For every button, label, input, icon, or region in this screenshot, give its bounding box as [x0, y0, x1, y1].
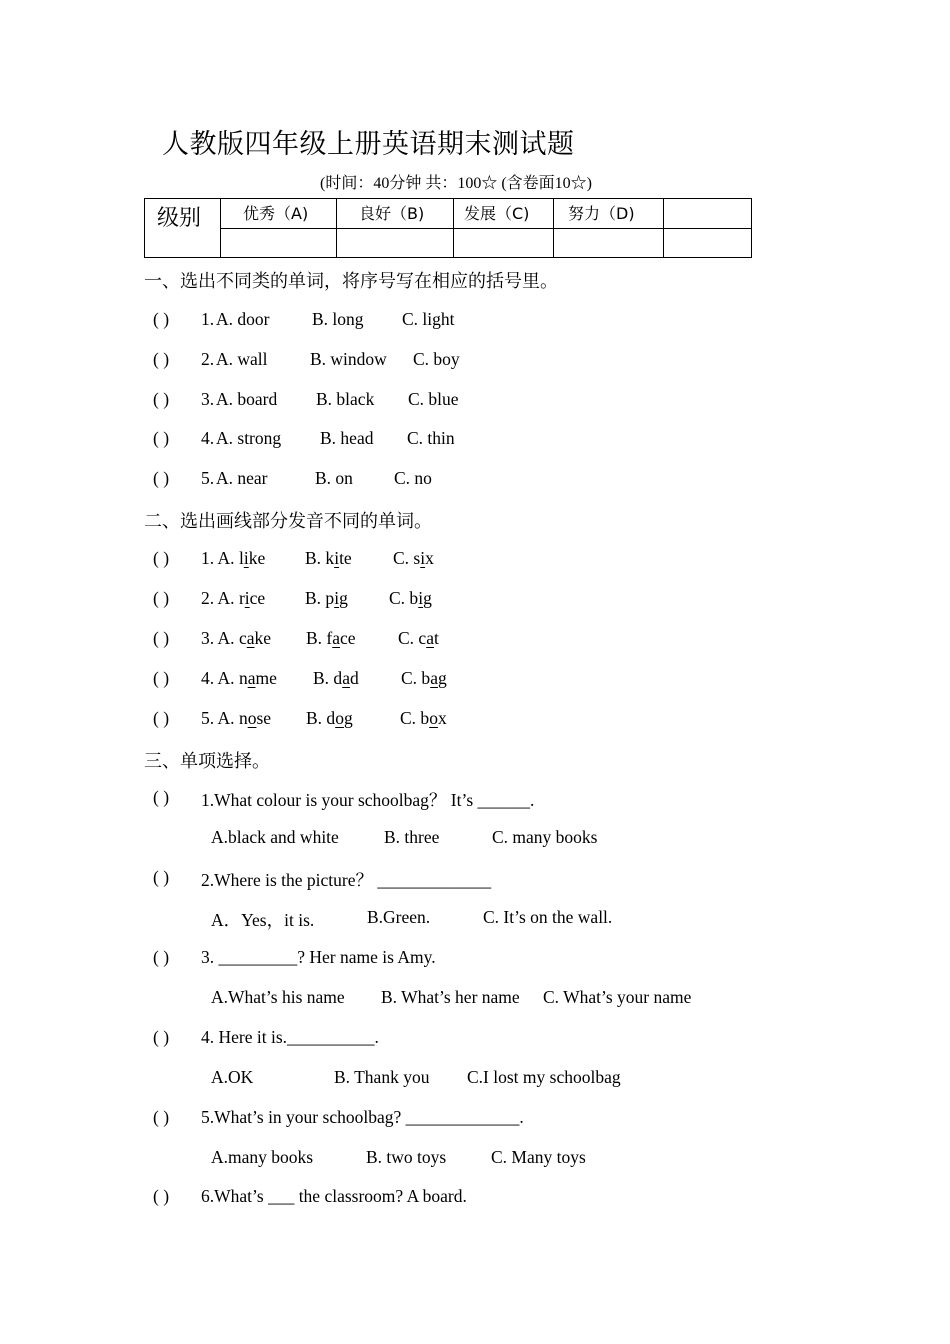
option-b: B. dog [306, 708, 353, 728]
answer-paren: ( ) [153, 867, 170, 887]
option-c: C. many books [492, 827, 598, 847]
option-c: C. thin [407, 428, 455, 448]
option-a: 2. A. rice [201, 588, 266, 608]
option-a: A.black and white [211, 827, 339, 847]
option-a: A.OK [211, 1067, 254, 1087]
option-b: B. head [320, 428, 374, 448]
exam-info: (时间：40分钟 共：100☆ (含卷面10☆) [320, 175, 592, 192]
option-a: A. wall [216, 349, 268, 369]
option-b: B. dad [313, 668, 359, 688]
question-text: 2.Where is the picture？ _____________ [201, 870, 492, 890]
option-c: C. light [402, 309, 455, 329]
option-a: A.many books [211, 1147, 314, 1167]
section-heading: 二、选出画线部分发音不同的单词。 [144, 511, 432, 532]
grade-cell-empty [664, 199, 752, 229]
option-c: C. blue [408, 389, 459, 409]
answer-paren: ( ) [153, 309, 170, 329]
option-a: A．Yes，it is. [211, 910, 315, 930]
answer-paren: ( ) [153, 1186, 170, 1206]
answer-paren: ( ) [153, 628, 170, 648]
option-a: A.What’s his name [211, 987, 345, 1007]
answer-paren: ( ) [153, 548, 170, 568]
item-number: 5. [201, 468, 215, 488]
option-b: B. two toys [366, 1147, 447, 1167]
grade-cell-empty [554, 228, 664, 258]
answer-paren: ( ) [153, 668, 170, 688]
option-b: B. What’s her name [381, 987, 520, 1007]
item-number: 2. [201, 349, 215, 369]
grade-label: 级别 [145, 199, 221, 258]
grade-cell-empty [664, 228, 752, 258]
option-b: B. face [306, 628, 356, 648]
answer-paren: ( ) [153, 468, 170, 488]
option-c: C. big [389, 588, 432, 608]
grade-table [144, 198, 752, 258]
answer-paren: ( ) [153, 389, 170, 409]
option-b: B. pig [305, 588, 348, 608]
answer-paren: ( ) [153, 1107, 170, 1127]
option-c: C.I lost my schoolbag [467, 1067, 621, 1087]
grade-level-a: 优秀（A) [221, 199, 337, 229]
option-b: B. on [315, 468, 353, 488]
answer-paren: ( ) [153, 588, 170, 608]
option-b: B.Green. [367, 907, 431, 927]
grade-level-d: 努力（D) [554, 199, 664, 229]
grade-level-c: 发展（C) [454, 199, 554, 229]
question-text: 3. _________? Her name is Amy. [201, 947, 436, 967]
option-b: B. window [310, 349, 387, 369]
option-c: C. six [393, 548, 434, 568]
option-b: B. black [316, 389, 375, 409]
answer-paren: ( ) [153, 428, 170, 448]
answer-paren: ( ) [153, 787, 170, 807]
option-a: A. strong [216, 428, 282, 448]
question-text: 6.What’s ___ the classroom? A board. [201, 1186, 467, 1206]
option-a: 1. A. like [201, 548, 266, 568]
answer-paren: ( ) [153, 947, 170, 967]
item-number: 3. [201, 389, 215, 409]
option-a: 5. A. nose [201, 708, 272, 728]
option-c: C. cat [398, 628, 439, 648]
question-text: 5.What’s in your schoolbag? _____________. [201, 1107, 524, 1127]
option-b: B. three [384, 827, 440, 847]
option-a: A. near [216, 468, 268, 488]
option-c: C. no [394, 468, 432, 488]
option-c: C. bag [401, 668, 447, 688]
option-a: 4. A. name [201, 668, 277, 688]
question-text: 1.What colour is your schoolbag？ It’s ______. [201, 790, 535, 810]
option-a: A. board [216, 389, 278, 409]
option-c: C. boy [413, 349, 460, 369]
option-c: C. Many toys [491, 1147, 586, 1167]
page-title: 人教版四年级上册英语期末测试题 [162, 129, 575, 160]
option-b: B. Thank you [334, 1067, 430, 1087]
item-number: 4. [201, 428, 215, 448]
grade-cell-empty [454, 228, 554, 258]
section-heading: 一、选出不同类的单词，将序号写在相应的括号里。 [144, 271, 558, 292]
grade-cell-empty [221, 228, 337, 258]
answer-paren: ( ) [153, 708, 170, 728]
option-c: C. box [400, 708, 447, 728]
item-number: 1. [201, 309, 215, 329]
answer-paren: ( ) [153, 1027, 170, 1047]
option-c: C. It’s on the wall. [483, 907, 613, 927]
option-b: B. kite [305, 548, 352, 568]
grade-level-b: 良好（B) [337, 199, 454, 229]
answer-paren: ( ) [153, 349, 170, 369]
question-text: 4. Here it is.__________. [201, 1027, 379, 1047]
option-a: A. door [216, 309, 270, 329]
section-heading: 三、单项选择。 [144, 751, 270, 772]
option-c: C. What’s your name [543, 987, 692, 1007]
option-b: B. long [312, 309, 364, 329]
option-a: 3. A. cake [201, 628, 272, 648]
grade-cell-empty [337, 228, 454, 258]
